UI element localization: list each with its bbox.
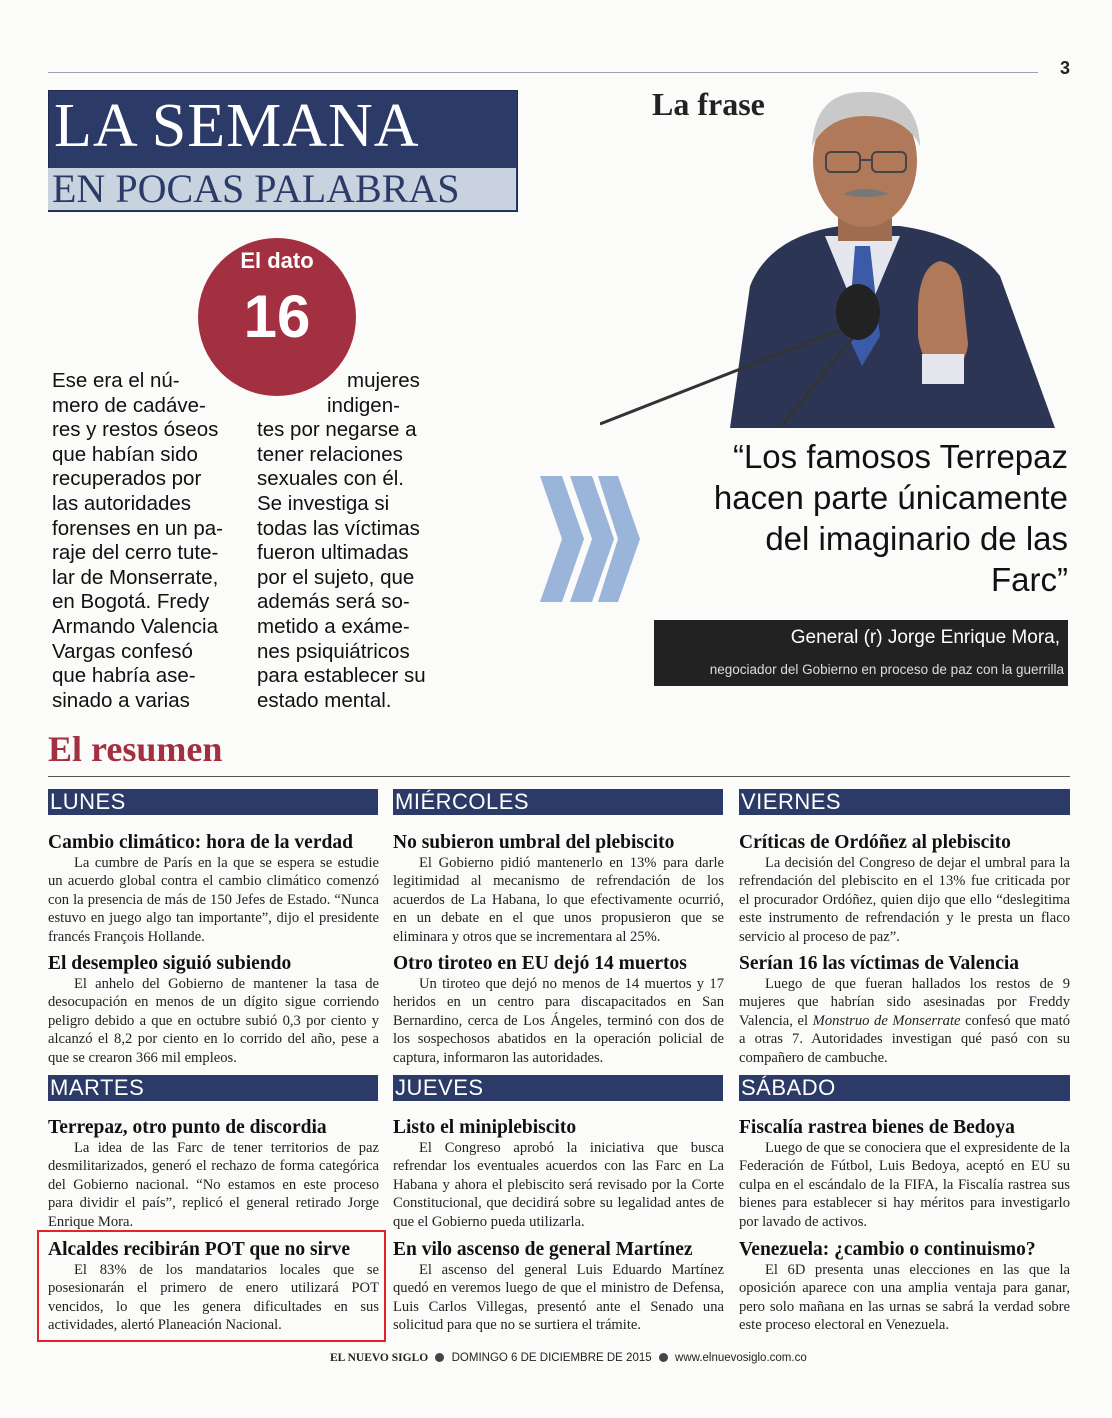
- dato-line: recuperados por: [52, 467, 202, 491]
- quote-line: Farc”: [991, 561, 1068, 598]
- dato-line: en Bogotá. Fredy: [52, 590, 210, 614]
- day-header-sabado: SÁBADO: [739, 1075, 1070, 1101]
- dato-line: nes psiquiátricos: [257, 639, 410, 663]
- dato-line: Ese era el nú-: [52, 369, 180, 392]
- dato-line: tes por negarse a: [257, 418, 417, 442]
- dato-line: raje del cerro tute-: [52, 541, 219, 565]
- story-body: El Congreso aprobó la iniciativa que busca refrendar los eventuales acuerdos con las Farc en La Habana y ahora el plebiscito será revisado por la Corte Constitucional, que decidirá sobre su legalidad antes de que el Gobierno pueda utilizarla.: [393, 1140, 724, 1230]
- footer-date: DOMINGO 6 DE DICIEMBRE DE 2015: [451, 1352, 652, 1364]
- story-headline: Serían 16 las víctimas de Valencia: [739, 953, 1020, 974]
- story-headline: En vilo ascenso de general Martínez: [393, 1239, 693, 1260]
- top-rule: [48, 72, 1038, 73]
- story-body: El 6D presenta unas elecciones en las que la oposición aparece con una amplia ventaja para ganar, pero solo mañana en las urnas se sabrá la verdad sobre este proceso electoral en Venezuela.: [739, 1262, 1070, 1334]
- dato-line: todas las víctimas: [257, 516, 420, 540]
- story-body: El ascenso del general Luis Eduardo Martínez quedó en veremos luego de que el ministro de Defensa, Luis Carlos Villegas, presentó ante el Senado una solicitud para que no se surtiera el trámite.: [393, 1262, 724, 1334]
- masthead-title: LA SEMANA: [54, 92, 420, 160]
- story-headline: Otro tiroteo en EU dejó 14 muertos: [393, 953, 687, 974]
- story-headline: Críticas de Ordóñez al plebiscito: [739, 832, 1011, 853]
- speaker-role: negociador del Gobierno en proceso de paz con la guerrilla: [709, 662, 1064, 677]
- day-header-viernes: VIERNES: [739, 789, 1070, 815]
- dato-line: sinado a varias: [52, 688, 190, 712]
- quote-line: hacen parte únicamente: [713, 479, 1068, 516]
- frase-quote: [640, 436, 1068, 600]
- news-story: [48, 953, 379, 1067]
- news-story: [739, 1117, 1070, 1231]
- story-headline: No subieron umbral del plebiscito: [393, 832, 675, 853]
- story-body: La decisión del Congreso de dejar el umbral para la refrendación del plebiscito en el 13% fue criticada por el procurador Ordóñez, quien dijo que ello “deslegitima este instrumento de refrendación y le presta un flaco servicio al proceso de paz”.: [739, 855, 1070, 945]
- day-header-lunes: LUNES: [48, 789, 378, 815]
- news-story: [393, 832, 724, 946]
- frase-title: La frase: [652, 86, 765, 122]
- news-story: [393, 1117, 724, 1231]
- dato-line: estado mental.: [257, 688, 392, 712]
- dato-line: Armando Valencia: [52, 614, 218, 638]
- dato-line: las autoridades: [52, 491, 192, 515]
- highlight-box: [37, 1230, 386, 1342]
- day-header-miercoles: MIÉRCOLES: [393, 789, 723, 815]
- story-body: Luego de que se conociera que el expresidente de la Federación de Fútbol, Luis Bedoya, aceptó en EU su culpa en el escándalo de la FIFA, la Fiscalía rastrea sus bienes para establecer si hay méritos para investigarlo por lavado de activos.: [739, 1140, 1070, 1230]
- dato-label: El dato: [240, 248, 314, 273]
- story-body: [739, 975, 1070, 1067]
- dato-line: Vargas confesó: [52, 639, 193, 663]
- news-story: [393, 1239, 724, 1335]
- dato-text-col1: [52, 369, 252, 713]
- quote-line: “Los famosos Terrepaz: [732, 438, 1068, 475]
- day-header-jueves: JUEVES: [393, 1075, 723, 1101]
- story-headline: Listo el miniplebiscito: [393, 1117, 577, 1138]
- resumen-rule: [48, 776, 1070, 777]
- story-body-text: Luego de que fueran hallados los restos de 9 mujeres que habrían sido asesinadas por Freddy Valencia, el: [739, 976, 1070, 1029]
- dato-line: indigen-: [327, 393, 400, 417]
- bullet-icon: [659, 1353, 668, 1362]
- news-story: [739, 953, 1070, 1067]
- news-story: [48, 1117, 379, 1231]
- story-body: El Gobierno pidió mantenerlo en 13% para darle legitimidad al mecanismo de refrendación de los acuerdos de La Habana, lo que efectivamente ocurrió, en un debate en el que unos propusieron que se eliminara y otros que se incrementara al 25%.: [393, 855, 724, 945]
- page-footer: [330, 1352, 807, 1364]
- dato-line: fueron ultimadas: [257, 541, 409, 565]
- news-story: [739, 1239, 1070, 1335]
- quote-line: del imaginario de las: [765, 520, 1068, 557]
- story-body: El 83% de los mandatarios locales que se posesionarán el primero de enero utilizará POT vencidos, lo que les genera dificultades en sus actividades, alertó Planeación Nacional.: [48, 1262, 379, 1334]
- resumen-title: El resumen: [48, 729, 223, 769]
- chevron-arrows-icon: [540, 476, 640, 602]
- dato-line: metido a exáme-: [257, 614, 410, 638]
- story-headline: El desempleo siguió subiendo: [48, 953, 292, 974]
- story-headline: Cambio climático: hora de la verdad: [48, 832, 353, 853]
- story-body: El anhelo del Gobierno de mantener la tasa de desocupación en menos de un dígito sigue corriendo peligro debido a que en octubre subió 0,3 por ciento y alcanzó el 8,2 por ciento en lo corrido del año, pese a que se crearon 366 mil empleos.: [48, 976, 379, 1066]
- story-body: La idea de las Farc de tener territorios de paz desmilitarizados, generó el rechazo de forma categórica del Gobierno nacional. “No estamos en este proceso para dividir el país”, replicó el general retirado Jorge Enrique Mora.: [48, 1140, 379, 1230]
- dato-line: sexuales con él.: [257, 467, 405, 491]
- story-headline: Terrepaz, otro punto de discordia: [48, 1117, 327, 1138]
- footer-url[interactable]: www.elnuevosiglo.com.co: [675, 1352, 807, 1364]
- footer-brand: EL NUEVO SIGLO: [330, 1352, 429, 1364]
- dato-line: para establecer su: [257, 664, 426, 688]
- dato-line: además será so-: [257, 590, 410, 614]
- news-story: [739, 832, 1070, 946]
- dato-line: Se investiga si: [257, 491, 390, 515]
- dato-line: mero de cadáve-: [52, 393, 206, 417]
- news-story: [48, 832, 379, 946]
- dato-number: 16: [243, 283, 311, 350]
- story-headline: Alcaldes recibirán POT que no sirve: [48, 1239, 351, 1260]
- dato-line: res y restos óseos: [52, 418, 219, 442]
- story-body-text: confesó que mató a otras 7. Autoridades investigan qué pasó con su compañero de cambuche.: [739, 1012, 1070, 1066]
- dato-line: forenses en un pa-: [52, 516, 223, 540]
- speaker-photo: [600, 76, 1060, 428]
- speaker-name: General (r) Jorge Enrique Mora,: [790, 627, 1060, 648]
- story-headline: Fiscalía rastrea bienes de Bedoya: [739, 1117, 1015, 1138]
- dato-text-col2: [257, 369, 447, 713]
- masthead-subtitle: EN POCAS PALABRAS: [52, 166, 460, 211]
- story-body: Un tiroteo que dejó no menos de 14 muertos y 17 heridos en un centro para discapacitados en San Bernardino, cerca de Los Ángeles, terminó con dos de los sospechosos abatidos en la operación policial de captura, informaron las autoridades.: [393, 976, 724, 1066]
- dato-line: lar de Monserrate,: [52, 565, 219, 589]
- story-body: La cumbre de París en la que se espera se estudie un acuerdo global contra el cambio climático comenzó con la presencia de más de 150 Jefes de Estado. “Nunca estuvo en juego algo tan importante”, dijo el presidente francés François Hollande.: [48, 855, 379, 945]
- day-header-martes: MARTES: [48, 1075, 378, 1101]
- bullet-icon: [435, 1353, 444, 1362]
- story-headline: Venezuela: ¿cambio o continuismo?: [739, 1239, 1036, 1260]
- dato-line: que habría ase-: [52, 664, 196, 688]
- news-story: [393, 953, 724, 1067]
- dato-line: tener relaciones: [257, 442, 403, 466]
- story-body-italic: Monstruo de Monserrate: [812, 1012, 961, 1029]
- dato-line: mujeres: [347, 369, 420, 392]
- dato-line: que habían sido: [52, 442, 198, 466]
- page-number: 3: [1060, 58, 1071, 78]
- dato-line: por el sujeto, que: [257, 565, 415, 589]
